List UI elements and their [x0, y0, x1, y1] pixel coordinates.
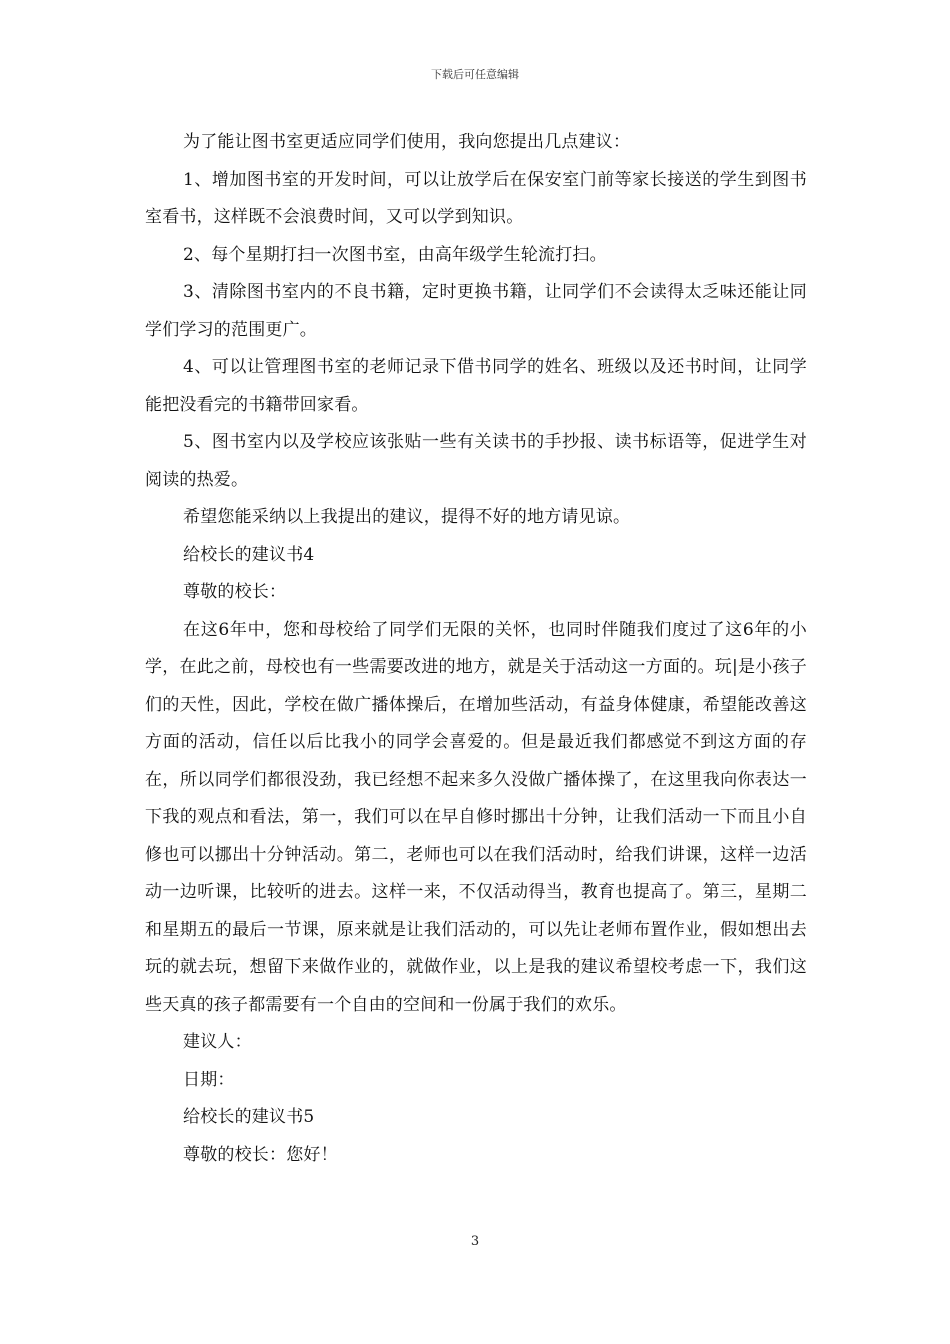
paragraph-suggestion-4: 4、可以让管理图书室的老师记录下借书同学的姓名、班级以及还书时间，让同学能把没看完的书籍带回家看。 — [145, 357, 807, 415]
section-title-5: 给校长的建议书5 — [183, 1107, 315, 1127]
signature-proposer: 建议人： — [183, 1032, 252, 1052]
section-title-4: 给校长的建议书4 — [183, 544, 315, 565]
paragraph-suggestion-1: 1、增加图书室的开发时间，可以让放学后在保安室门前等家长接送的学生到图书室看书，这样既不会浪费时间，又可以学到知识。 — [145, 169, 807, 227]
document-body — [145, 124, 807, 1174]
salutation-greeting: 尊敬的校长：您好！ — [183, 1144, 338, 1165]
paragraph-suggestion-3: 3、清除图书室内的不良书籍，定时更换书籍，让同学们不会读得太乏味还能让同学们学习的范围更广。 — [145, 282, 807, 340]
signature-date: 日期： — [183, 1069, 235, 1090]
paragraph-letter-body: 在这6年中，您和母校给了同学们无限的关怀，也同时伴随我们度过了这6年的小学，在此之前，母校也有一些需要改进的地方，就是关于活动这一方面的。玩|是小孩子们的天性，因此，学校在做广播体操后，在增加些活动，有益身体健康，希望能改善这方面的活动，信任以后比我小的同学会喜爱的。但是最近我们都感觉不到这方面的存在，所以同学们都很没劲，我已经想不起来多久没做广播体操了，在这里我向你表达一下我的观点和看法，第一，我们可以在早自修时挪出十分钟，让我们活动一下而且小自修也可以挪出十分钟活动。第二，老师也可以在我们活动时，给我们讲课，这样一边活动一边听课，比较听的进去。这样一来，不仅活动得当，教育也提高了。第三，星期二和星期五的最后一节课，原来就是让我们活动的，可以先让老师布置作业，假如想出去玩的就去玩，想留下来做作业的，就做作业，以上是我的建议希望校考虑一下，我们这些天真的孩子都需要有一个自由的空间和一份属于我们的欢乐。 — [145, 619, 807, 1015]
paragraph-suggestion-5: 5、图书室内以及学校应该张贴一些有关读书的手抄报、读书标语等，促进学生对阅读的热爱。 — [145, 432, 807, 490]
paragraph-suggestion-2: 2、每个星期打扫一次图书室，由高年级学生轮流打扫。 — [183, 244, 607, 265]
paragraph-closing: 希望您能采纳以上我提出的建议，提得不好的地方请见谅。 — [183, 507, 631, 527]
salutation: 尊敬的校长： — [183, 582, 287, 602]
paragraph-intro: 为了能让图书室更适应同学们使用，我向您提出几点建议： — [183, 132, 631, 152]
page-number: 3 — [470, 1234, 480, 1249]
header-note: 下载后可任意编辑 — [431, 68, 519, 81]
